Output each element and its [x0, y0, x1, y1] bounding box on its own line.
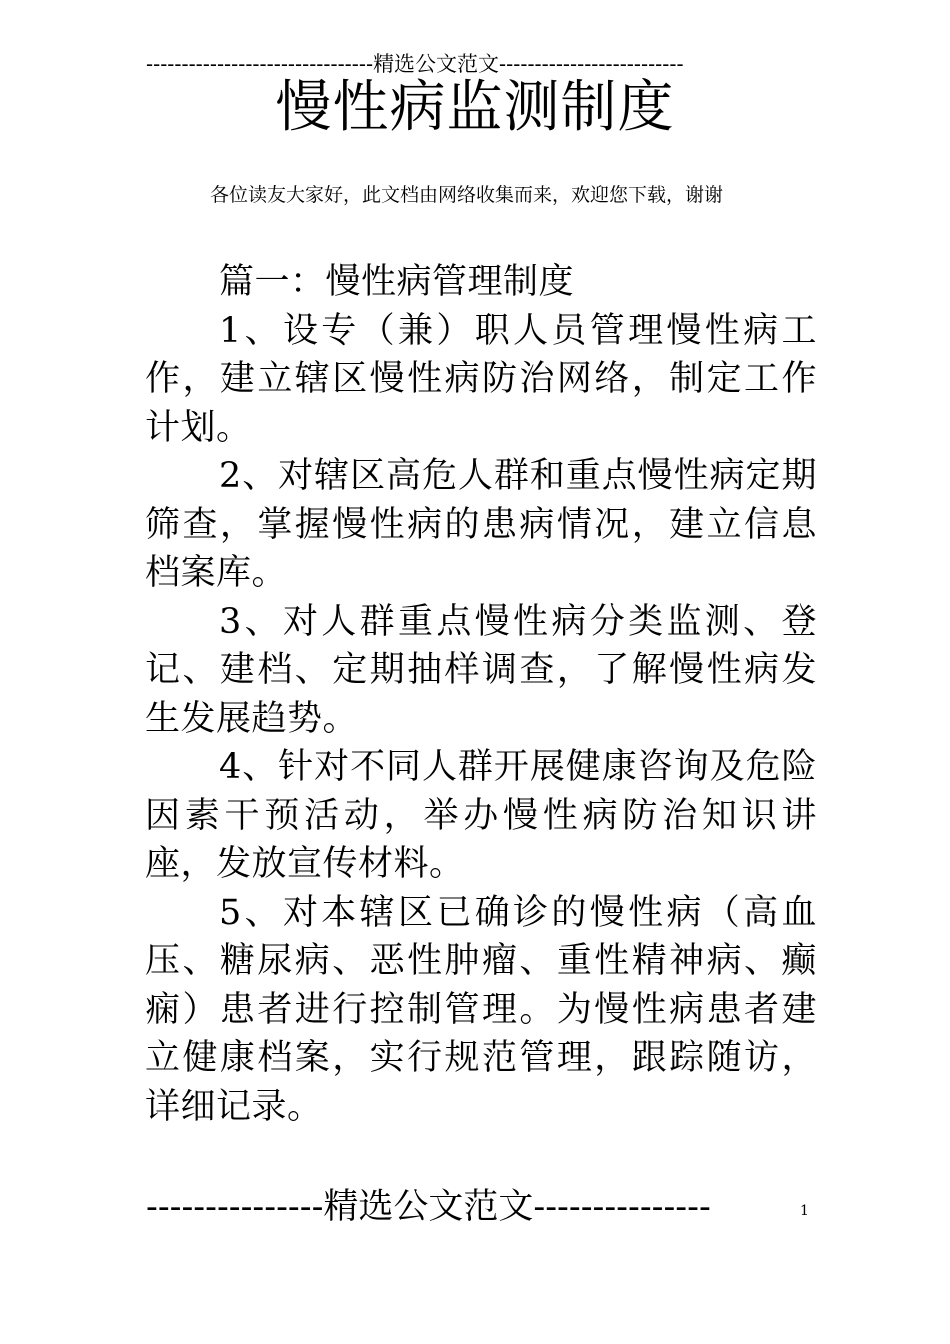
paragraph-5: 5、对本辖区已确诊的慢性病（高血压、糖尿病、恶性肿瘤、重性精神病、癫痫）患者进行控制管理。为慢性病患者建立健康档案，实行规范管理，跟踪随访，详细记录。 [145, 892, 817, 1127]
document-body [145, 258, 817, 1131]
greeting-text: 各位读友大家好，此文档由网络收集而来，欢迎您下载，谢谢 [210, 184, 724, 206]
paragraph-4: 4、针对不同人群开展健康咨询及危险因素干预活动，举办慢性病防治知识讲座，发放宣传材料。 [145, 747, 817, 884]
paragraph-1: 1、设专（兼）职人员管理慢性病工作，建立辖区慢性病防治网络，制定工作计划。 [145, 310, 817, 448]
document-title: 慢性病监测制度 [275, 75, 675, 140]
page-footer: ---------------精选公文范文--------------- [146, 1187, 711, 1227]
section-heading: 篇一：慢性病管理制度 [219, 262, 575, 302]
paragraph-2: 2、对辖区高危人群和重点慢性病定期筛查，掌握慢性病的患病情况，建立信息档案库。 [145, 456, 817, 593]
page-header: --------------------------------精选公文范文-------------------------- [146, 52, 684, 76]
paragraph-3: 3、对人群重点慢性病分类监测、登记、建档、定期抽样调查，了解慢性病发生发展趋势。 [145, 601, 817, 739]
page-number: 1 [800, 1203, 809, 1219]
